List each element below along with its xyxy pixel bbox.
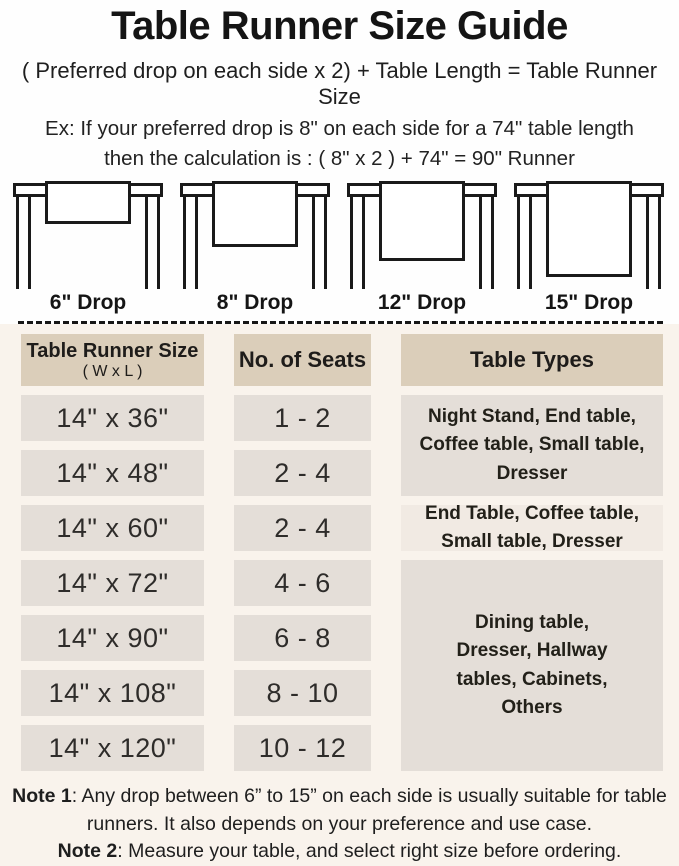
table-row-size: 14" x 120"	[21, 725, 204, 771]
table-row-seats: 1 - 2	[234, 395, 371, 441]
column-header-runner-size-sub: ( W x L )	[82, 362, 143, 380]
table-types-group-2: End Table, Coffee table, Small table, Dresser	[401, 505, 663, 551]
size-guide-section	[0, 324, 679, 866]
table-leg-icon	[312, 191, 327, 289]
drop-labels-row	[0, 291, 679, 318]
note-1-label: Note 1	[12, 785, 72, 807]
example-line-2: then the calculation is : ( 8" x 2 ) + 74" = 90" Runner	[104, 147, 575, 170]
formula-line: ( Preferred drop on each side x 2) + Table Length = Table Runner Size	[21, 58, 658, 109]
note-2-text: : Measure your table, and select right size before ordering.	[117, 840, 622, 863]
table-leg-icon	[16, 191, 31, 289]
page-title: Table Runner Size Guide	[111, 4, 568, 48]
table-figure-8-drop	[180, 181, 330, 291]
table-row-size: 14" x 36"	[21, 395, 204, 441]
table-row-seats: 2 - 4	[234, 450, 371, 496]
table-leg-icon	[646, 191, 661, 289]
table-leg-icon	[517, 191, 532, 289]
drop-label-6: 6" Drop	[49, 291, 127, 314]
table-row-seats: 2 - 4	[234, 505, 371, 551]
table-figure-6-drop	[13, 181, 163, 291]
runner-icon	[212, 181, 298, 247]
table-leg-icon	[350, 191, 365, 289]
table-leg-icon	[145, 191, 160, 289]
drop-label-15: 15" Drop	[544, 291, 634, 314]
table-row-size: 14" x 72"	[21, 560, 204, 606]
column-header-runner-size-title: Table Runner Size	[26, 339, 199, 362]
example-line-1: Ex: If your preferred drop is 8" on each side for a 74" table length	[45, 117, 634, 140]
top-section	[0, 0, 679, 324]
table-row-seats: 6 - 8	[234, 615, 371, 661]
column-header-table-types: Table Types	[401, 334, 663, 386]
table-row-seats: 10 - 12	[234, 725, 371, 771]
table-types-group-1: Night Stand, End table, Coffee table, Small table, Dresser	[401, 395, 663, 496]
table-row-size: 14" x 60"	[21, 505, 204, 551]
runner-icon	[379, 181, 465, 261]
drop-label-8: 8" Drop	[216, 291, 294, 314]
column-header-runner-size	[21, 334, 204, 386]
drop-label-12: 12" Drop	[377, 291, 467, 314]
drop-illustrations	[0, 177, 679, 291]
note-1-text: : Any drop between 6” to 15” on each side is usually suitable for table runners. It also depends on your preference and use case.	[71, 785, 667, 835]
size-table	[21, 334, 663, 771]
table-types-group-3: Dining table, Dresser, Hallway tables, Cabinets, Others	[401, 560, 663, 771]
table-row-size: 14" x 90"	[21, 615, 204, 661]
table-figure-15-drop	[514, 181, 664, 291]
table-row-size: 14" x 48"	[21, 450, 204, 496]
table-figure-12-drop	[347, 181, 497, 291]
runner-icon	[546, 181, 632, 277]
note-1	[11, 783, 668, 838]
table-leg-icon	[183, 191, 198, 289]
note-2	[11, 838, 668, 866]
table-leg-icon	[479, 191, 494, 289]
column-header-seats: No. of Seats	[234, 334, 371, 386]
notes-block	[11, 783, 668, 866]
table-row-size: 14" x 108"	[21, 670, 204, 716]
note-2-label: Note 2	[57, 840, 118, 863]
runner-icon	[45, 181, 131, 224]
table-row-seats: 4 - 6	[234, 560, 371, 606]
table-row-seats: 8 - 10	[234, 670, 371, 716]
